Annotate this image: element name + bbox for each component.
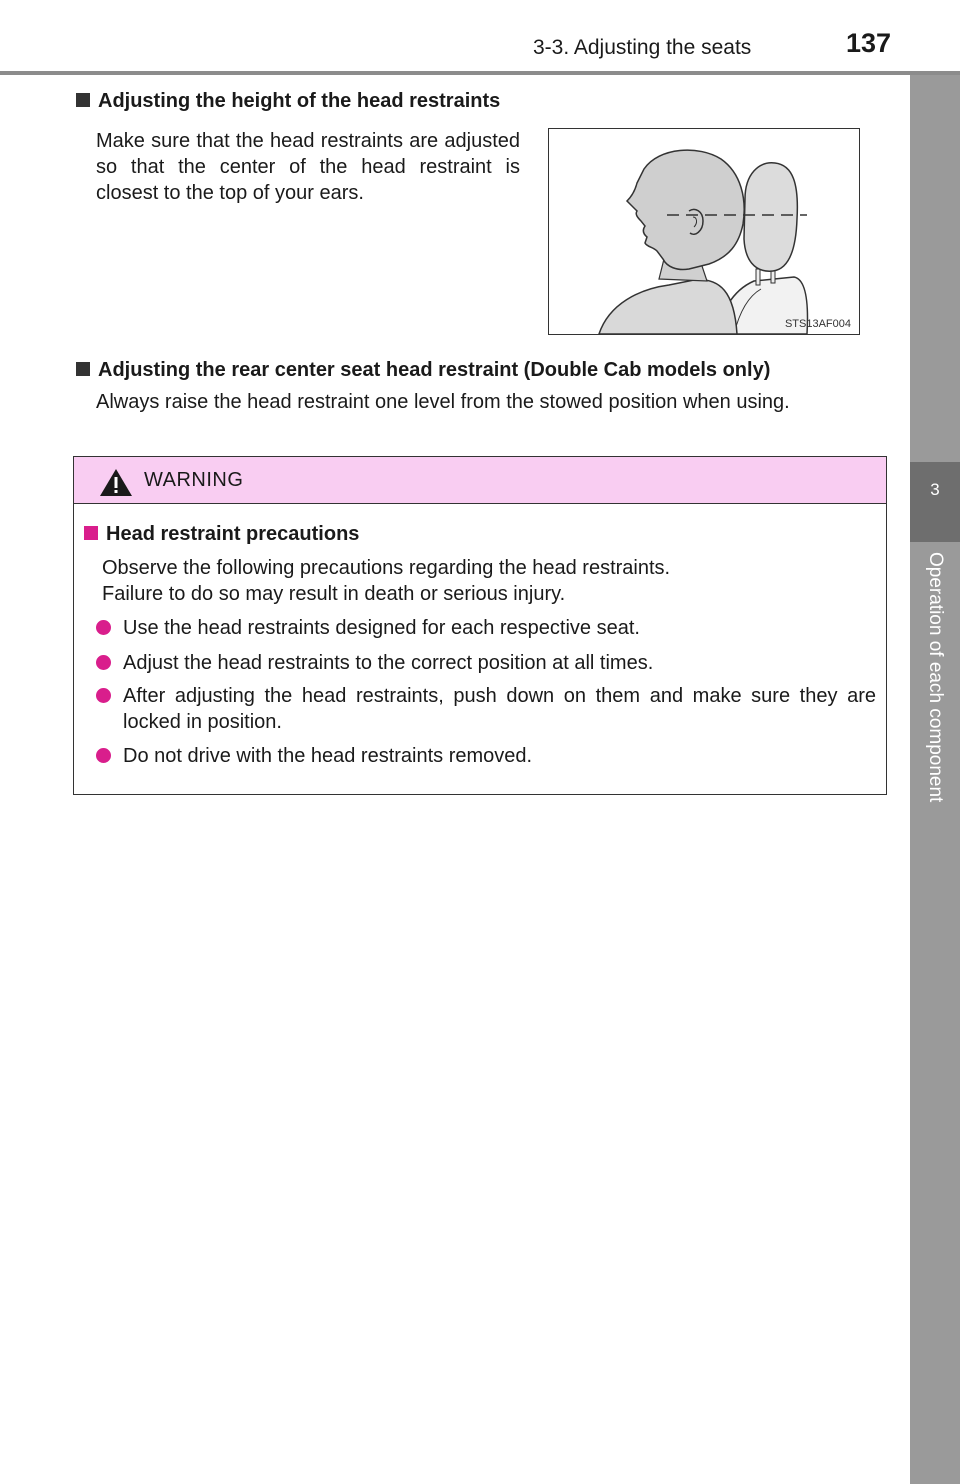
list-item — [96, 650, 876, 676]
list-item-text: Adjust the head restraints to the correct position at all times. — [123, 652, 654, 674]
warning-intro-line1: Observe the following precautions regarding the head restraints. — [102, 557, 671, 579]
section-heading-rear-center — [76, 359, 770, 382]
chapter-title-tab — [910, 552, 960, 852]
list-item-text: Use the head restraints designed for each respective seat. — [123, 617, 640, 639]
list-item — [96, 615, 876, 641]
list-item-text: After adjusting the head restraints, push down on them and make sure they are locked in position. — [123, 685, 876, 733]
bullet-dot-icon — [96, 655, 111, 670]
page-number: 137 — [846, 28, 892, 58]
warning-title: WARNING — [144, 469, 244, 491]
chapter-title: Operation of each component — [925, 552, 946, 803]
list-item — [96, 683, 876, 735]
warning-subheading — [84, 523, 359, 546]
side-tab-upper — [910, 75, 960, 463]
warning-box — [73, 456, 887, 795]
header-section-title: 3-3. Adjusting the seats — [533, 36, 752, 59]
head-restraint-figure — [548, 128, 860, 335]
section-body-rear-center: Always raise the head restraint one level from the stowed position when using. — [96, 391, 790, 413]
warning-header — [74, 457, 886, 504]
list-item — [96, 743, 876, 769]
list-item-text: Do not drive with the head restraints removed. — [123, 745, 533, 767]
warning-subheading-text: Head restraint precautions — [106, 523, 360, 545]
bullet-dot-icon — [96, 688, 111, 703]
section-heading-height — [76, 90, 500, 113]
header-divider — [0, 71, 960, 75]
square-bullet-icon — [76, 362, 90, 376]
figure-code: STS13AF004 — [784, 318, 851, 330]
square-bullet-icon — [84, 526, 98, 540]
square-bullet-icon — [76, 93, 90, 107]
head-restraint-illustration-icon — [549, 129, 859, 334]
section-heading-text: Adjusting the rear center seat head restraint (Double Cab models only) — [98, 359, 771, 381]
section-heading-text: Adjusting the height of the head restraints — [98, 90, 501, 112]
chapter-number-tab: 3 — [910, 462, 960, 542]
warning-triangle-icon — [99, 467, 133, 497]
bullet-dot-icon — [96, 748, 111, 763]
bullet-dot-icon — [96, 620, 111, 635]
warning-intro-line2: Failure to do so may result in death or serious injury. — [102, 583, 566, 605]
section-body-height: Make sure that the head restraints are adjusted so that the center of the head restraint is closest to the top of your ears. — [96, 130, 520, 204]
